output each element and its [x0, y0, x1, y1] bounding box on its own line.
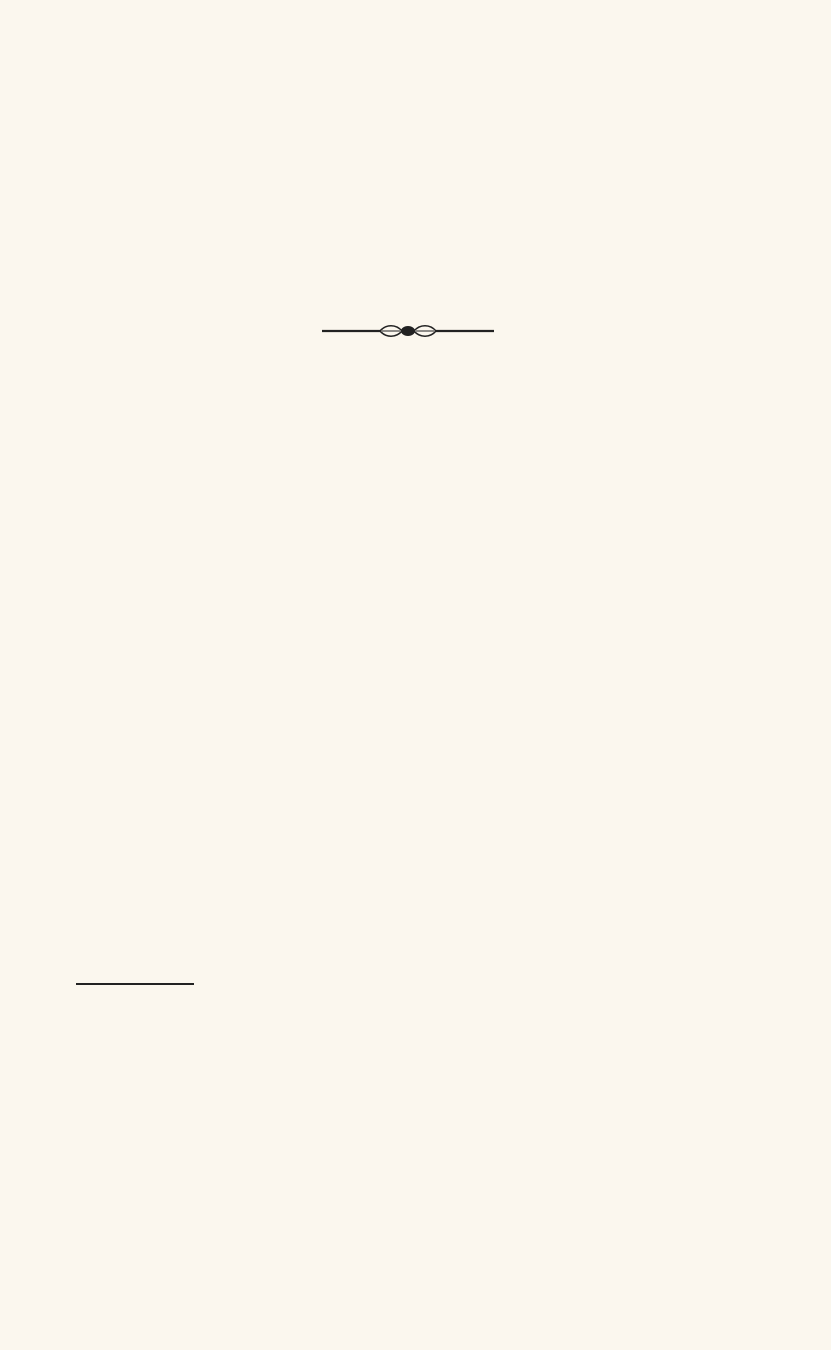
ornamental-divider-icon: [320, 318, 496, 344]
footnote-divider: [76, 983, 194, 985]
